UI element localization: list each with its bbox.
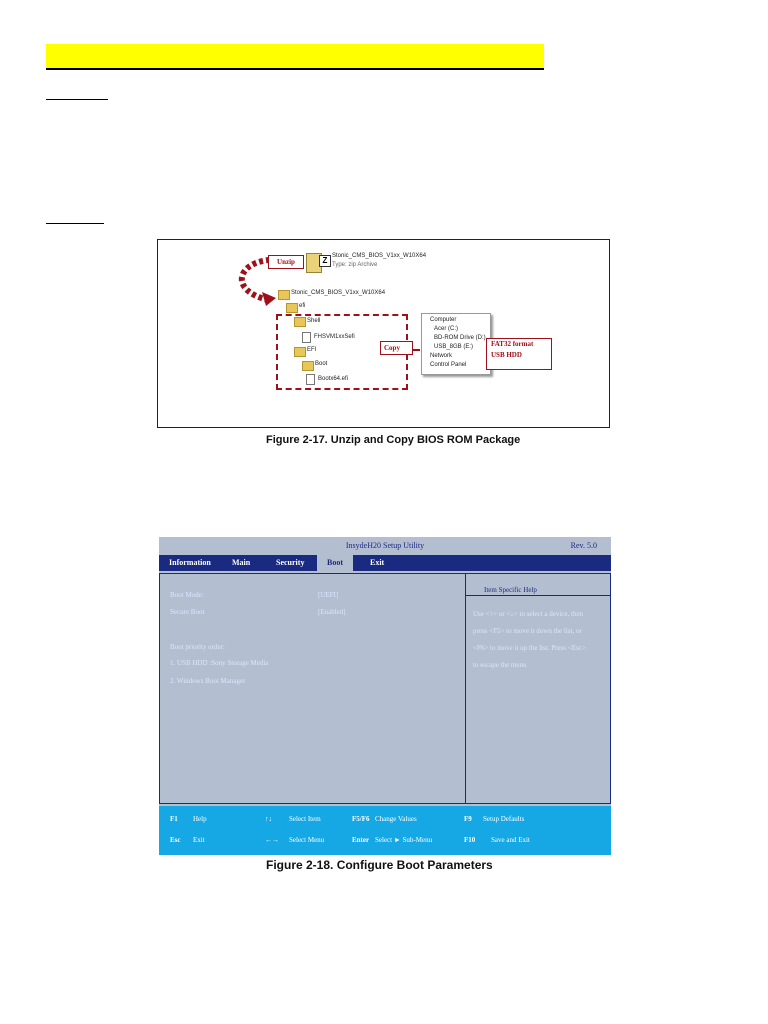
menu-main[interactable]: Main: [232, 558, 251, 567]
footer-desc: Exit: [193, 836, 205, 844]
explorer-item: Network: [430, 353, 453, 359]
boot-mode-label: Boot Mode:: [170, 591, 204, 599]
zip-badge-icon: Z: [319, 255, 331, 267]
help-line: Use <↑> or <↓> to select a device, then: [473, 610, 584, 618]
tree-item: Stonic_CMS_BIOS_V1xx_W10X64: [291, 290, 386, 296]
boot-priority-item[interactable]: 1. USB HDD :Sony Storage Media: [170, 659, 269, 667]
figure-2-17-caption: Figure 2-17. Unzip and Copy BIOS ROM Package: [266, 434, 521, 446]
heading-underline-2: [46, 223, 104, 224]
help-line: to escape the menu: [473, 661, 527, 669]
item-specific-help-title: Item Specific Help: [484, 586, 537, 594]
secure-boot-value[interactable]: [Enabled]: [318, 608, 346, 616]
highlighted-heading-bar: [46, 44, 544, 70]
figure-unzip-copy: [157, 239, 610, 428]
help-line: <F6> to move it up the list. Press <Esc>: [473, 644, 586, 652]
footer-desc: Select ► Sub-Menu: [375, 836, 433, 844]
footer-key: F1: [170, 815, 178, 823]
usb-hdd-text: USB HDD: [491, 351, 522, 359]
bios-title: InsydeH20 Setup Utility: [345, 541, 425, 550]
bios-title-bar: [159, 537, 611, 555]
help-line: press <F5> to move it down the list, or: [473, 627, 582, 635]
footer-desc: Help: [193, 815, 207, 823]
bios-revision: Rev. 5.0: [570, 541, 597, 550]
tree-item: Bootx64.efi: [318, 376, 349, 382]
explorer-item: Acer (C:): [434, 326, 458, 332]
footer-key: Esc: [170, 836, 181, 844]
unzip-label: Unzip: [268, 255, 304, 269]
explorer-item: Control Panel: [430, 362, 467, 368]
figure-2-18-caption: Figure 2-18. Configure Boot Parameters: [266, 858, 493, 872]
footer-key: ←→: [265, 836, 279, 844]
boot-mode-value[interactable]: [UEFI]: [318, 591, 339, 599]
explorer-item: USB_8GB (E:): [434, 344, 474, 350]
boot-priority-label: Boot priority order:: [170, 643, 225, 651]
secure-boot-label: Secure Boot: [170, 608, 205, 616]
footer-desc: Select Item: [289, 815, 321, 823]
boot-priority-item[interactable]: 2. Windows Boot Manager: [170, 677, 246, 685]
menu-exit[interactable]: Exit: [370, 558, 385, 567]
menu-boot[interactable]: Boot: [317, 555, 353, 571]
menu-security[interactable]: Security: [276, 558, 305, 567]
tree-item: EFI: [307, 347, 317, 353]
footer-desc: Change Values: [375, 815, 417, 823]
tree-item: FHSVM1xxSefi: [314, 334, 355, 340]
footer-desc: Setup Defaults: [483, 815, 525, 823]
footer-key: F9: [464, 815, 472, 823]
folder-icon: [278, 290, 290, 300]
bios-panel-divider: [465, 573, 466, 804]
footer-desc: Save and Exit: [491, 836, 530, 844]
explorer-item: Computer: [430, 317, 457, 323]
archive-name: Stonic_CMS_BIOS_V1xx_W10X64: [332, 253, 427, 259]
footer-key: Enter: [352, 836, 370, 844]
footer-key: F10: [464, 836, 476, 844]
explorer-pane: [421, 313, 491, 375]
help-header-rule: [466, 595, 610, 596]
heading-underline-1: [46, 99, 108, 100]
bios-menu-bar: [159, 555, 611, 571]
folder-icon: [286, 303, 298, 313]
fat32-usb-label: [486, 338, 552, 370]
tree-item: efi: [299, 303, 306, 309]
footer-desc: Select Menu: [289, 836, 325, 844]
tree-item: Shell: [307, 318, 321, 324]
explorer-item: BD-ROM Drive (D:): [434, 335, 486, 341]
archive-type: Type: zip Archive: [332, 262, 378, 268]
bios-setup-screen: [159, 537, 611, 855]
footer-key: ↑↓: [265, 815, 272, 823]
fat32-format-text: FAT32 format: [491, 340, 534, 348]
copy-label: Copy: [380, 341, 413, 355]
tree-item: Boot: [315, 361, 328, 367]
menu-information[interactable]: Information: [169, 558, 211, 567]
bios-key-footer: [159, 806, 611, 855]
footer-key: F5/F6: [352, 815, 370, 823]
